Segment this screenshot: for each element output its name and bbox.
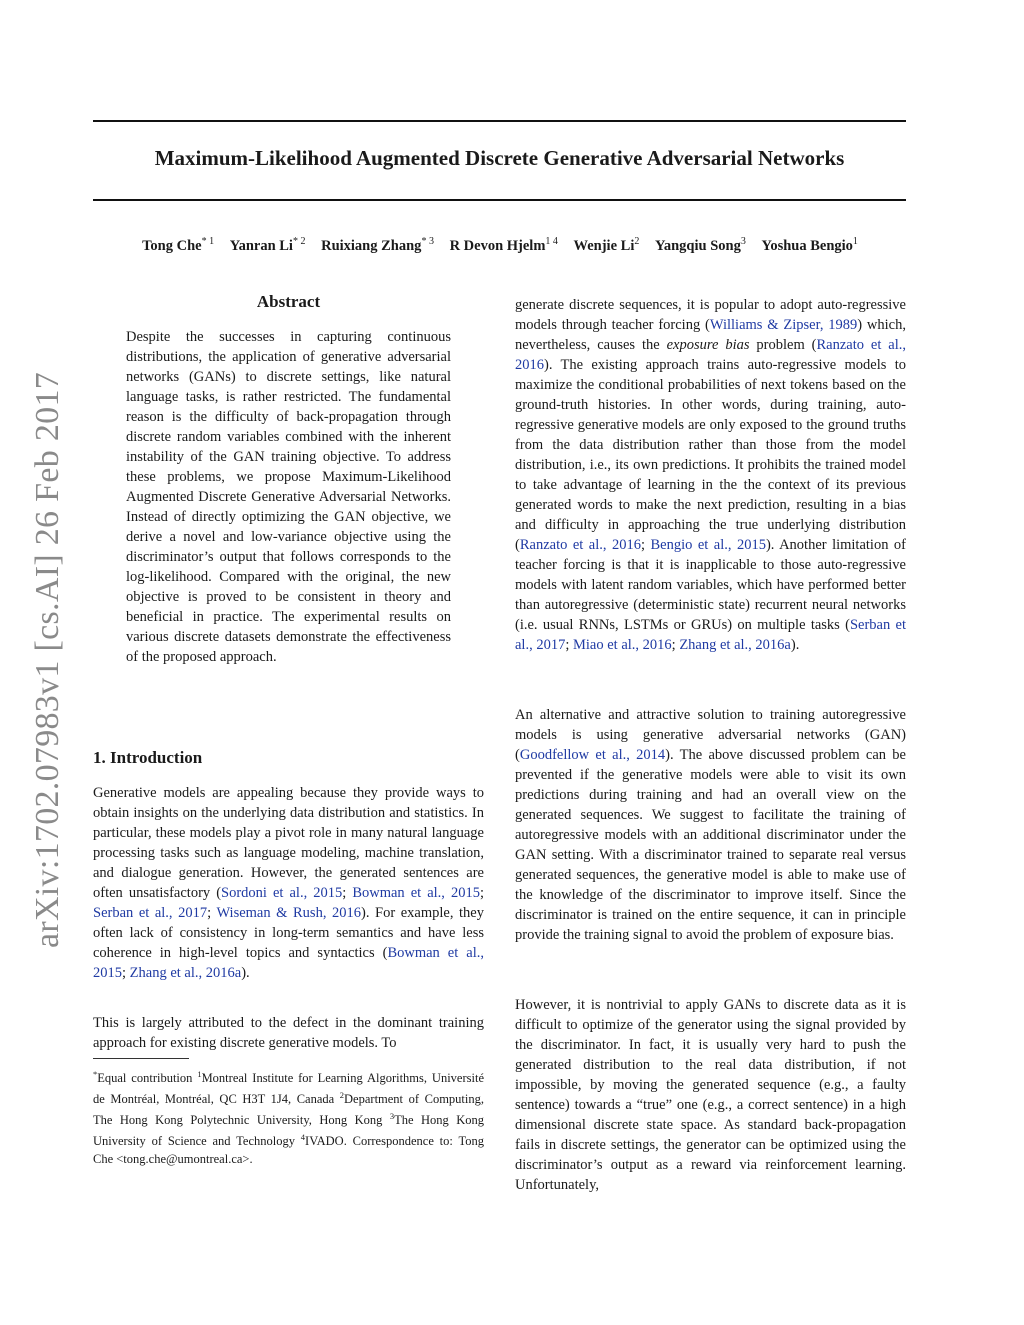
right-column-paragraph-2: An alternative and attractive solution to training autoregressive models is using generative adversarial networks (GAN) (Goodfellow et al., 2014). The above discussed problem can be prevented if the generative models were able to visit its own predictions during training and had an overall view on the generated sequences. We suggest to facilitate the training of autoregressive models with an additional discriminator under the GAN setting. With a discriminator trained to separate real versus generated sequences, the generative model is able to make use of the knowledge of the discriminator to improve itself. Since the discriminator is trained on the entire sequence, it can in principle provide the training signal to avoid the problem of exposure bias.	[515, 707, 906, 943]
citation-link[interactable]: Zhang et al., 2016a	[679, 637, 791, 653]
affiliation-marks: 3	[740, 236, 746, 247]
author: R Devon Hjelm$^{1 4}$	[449, 236, 558, 254]
author: Ruixiang Zhang$^{* 3}$	[321, 236, 434, 254]
author: Tong Che$^{* 1}$	[142, 236, 215, 254]
affiliation-marks: * 3	[421, 236, 434, 247]
introduction-paragraph-2: This is largely attributed to the defect in the dominant training approach for existing discrete generative models. To	[93, 1015, 484, 1051]
citation-link[interactable]: Williams & Zipser, 1989	[709, 317, 858, 333]
citation-link[interactable]: Sordoni et al., 2015	[221, 885, 343, 901]
affiliation-marks: * 1	[201, 236, 215, 247]
introduction-heading: 1. Introduction	[93, 748, 203, 767]
arxiv-identifier-stamp: arXiv:1702.07983v1 [cs.AI] 26 Feb 2017	[29, 371, 66, 949]
footnote: *Equal contribution $^1$Montreal Institute for Learning Algorithms, Université de Montréal, Montréal, QC H3T 1J4, Canada $^2$Department of Computing, The Hong Kong Polytechnic University, Hong Kong $^3$The Hong Kong University of Science and Technology $^4$IVADO. Correspondence to: Tong Che <tong.che@umontreal.ca>.	[93, 1069, 484, 1166]
citation-link[interactable]: Bowman et al., 2015	[352, 885, 480, 901]
citation-link[interactable]: Bengio et al., 2015	[650, 537, 766, 553]
citation-link[interactable]: Ranzato et al., 2016	[519, 537, 641, 553]
abstract-body: Despite the successes in capturing continuous distributions, the application of generative adversarial networks (GANs) to discrete settings, like natural language tasks, is rather restricted. The fundamental reason is the difficulty of back-propagation through discrete random variables combined with the inherent instability of the GAN training objective. To address these problems, we propose Maximum-Likelihood Augmented Discrete Generative Adversarial Networks. Instead of directly optimizing the GAN objective, we derive a novel and low-variance objective using the discriminator’s output that follows corresponds to the log-likelihood. Compared with the original, the new objective is proved to be consistent in theory and beneficial in practice. The experimental results on various discrete datasets demonstrate the effectiveness of the proposed approach.	[126, 329, 451, 665]
affiliation-marks: * 2	[292, 236, 306, 247]
author: Yanran Li$^{* 2}$	[229, 236, 306, 254]
author: Yoshua Bengio$^1$	[761, 236, 858, 254]
citation-link[interactable]: Serban et al., 2017	[515, 617, 906, 653]
footnote-rule	[93, 1058, 189, 1059]
introduction-paragraph-1: Generative models are appealing because they provide ways to obtain insights on the underlying data distribution and statistics. In particular, these models play a pivot role in many natural language processing tasks such as language modeling, machine translation, and dialogue generation. However, the generated sentences are often unsatisfactory (Sordoni et al., 2015; Bowman et al., 2015; Serban et al., 2017; Wiseman & Rush, 2016). For example, they often lack of consistency in long-term semantics and have less coherence in high-level topics and syntactics (Bowman et al., 2015; Zhang et al., 2016a).	[93, 785, 484, 981]
title-top-rule	[93, 120, 906, 122]
affiliation-marks: 2	[634, 236, 640, 247]
affiliation-marks: 1 4	[545, 236, 558, 247]
author-list	[60, 236, 940, 255]
citation-link[interactable]: Goodfellow et al., 2014	[519, 747, 666, 763]
affiliation-marks: 1	[852, 236, 858, 247]
title-bottom-rule	[93, 199, 906, 201]
author: Wenjie Li$^2$	[573, 236, 640, 254]
abstract-heading: Abstract	[256, 292, 321, 311]
right-column-paragraph-3: However, it is nontrivial to apply GANs to discrete data as it is difficult to optimize of the generator using the signal provided by the discriminator. In fact, it is usually very hard to push the generated distribution to the real data distribution, if not impossible, by moving the generated sequence (e.g., a faulty sentence) towards a “true” one (e.g., a correct sentence) in a high dimensional discrete state space. As standard back-propagation fails in discrete settings, the generator can be optimized using the discriminator’s output as a reward via reinforcement learning. Unfortunately,	[515, 997, 906, 1193]
citation-link[interactable]: Ranzato et al., 2016	[515, 337, 906, 373]
citation-link[interactable]: Serban et al., 2017	[93, 905, 208, 921]
citation-link[interactable]: Zhang et al., 2016a	[129, 965, 242, 981]
citation-link[interactable]: Wiseman & Rush, 2016	[216, 905, 361, 921]
author: Yangqiu Song$^3$	[654, 236, 746, 254]
citation-link[interactable]: Miao et al., 2016	[573, 637, 672, 653]
citation-link[interactable]: Bowman et al., 2015	[93, 945, 484, 981]
emphasis: exposure bias	[666, 337, 750, 353]
right-column-paragraph-1: generate discrete sequences, it is popular to adopt auto-regressive models through teacher forcing (Williams & Zipser, 1989) which, nevertheless, causes the exposure bias problem (Ranzato et al., 2016). The existing approach trains auto-regressive models to maximize the conditional probabilities of next tokens based on the ground-truth histories. In other words, during training, auto-regressive generative models are only exposed to the ground truths from the data distribution rather than those from the model distribution, i.e., its own predictions. It prohibits the trained model to take advantage of learning in the the context of its previous generated words to make the next prediction, resulting in a bias and difficulty in approaching the true underlying distribution (Ranzato et al., 2016; Bengio et al., 2015). Another limitation of teacher forcing is that it is inapplicable to those auto-regressive models with latent random variables, which have performed better than autoregressive (deterministic state) recurrent neural networks (i.e. usual RNNs, LSTMs or GRUs) on multiple tasks (Serban et al., 2017; Miao et al., 2016; Zhang et al., 2016a).	[515, 297, 907, 653]
paper-title: Maximum-Likelihood Augmented Discrete Generative Adversarial Networks	[154, 146, 845, 170]
